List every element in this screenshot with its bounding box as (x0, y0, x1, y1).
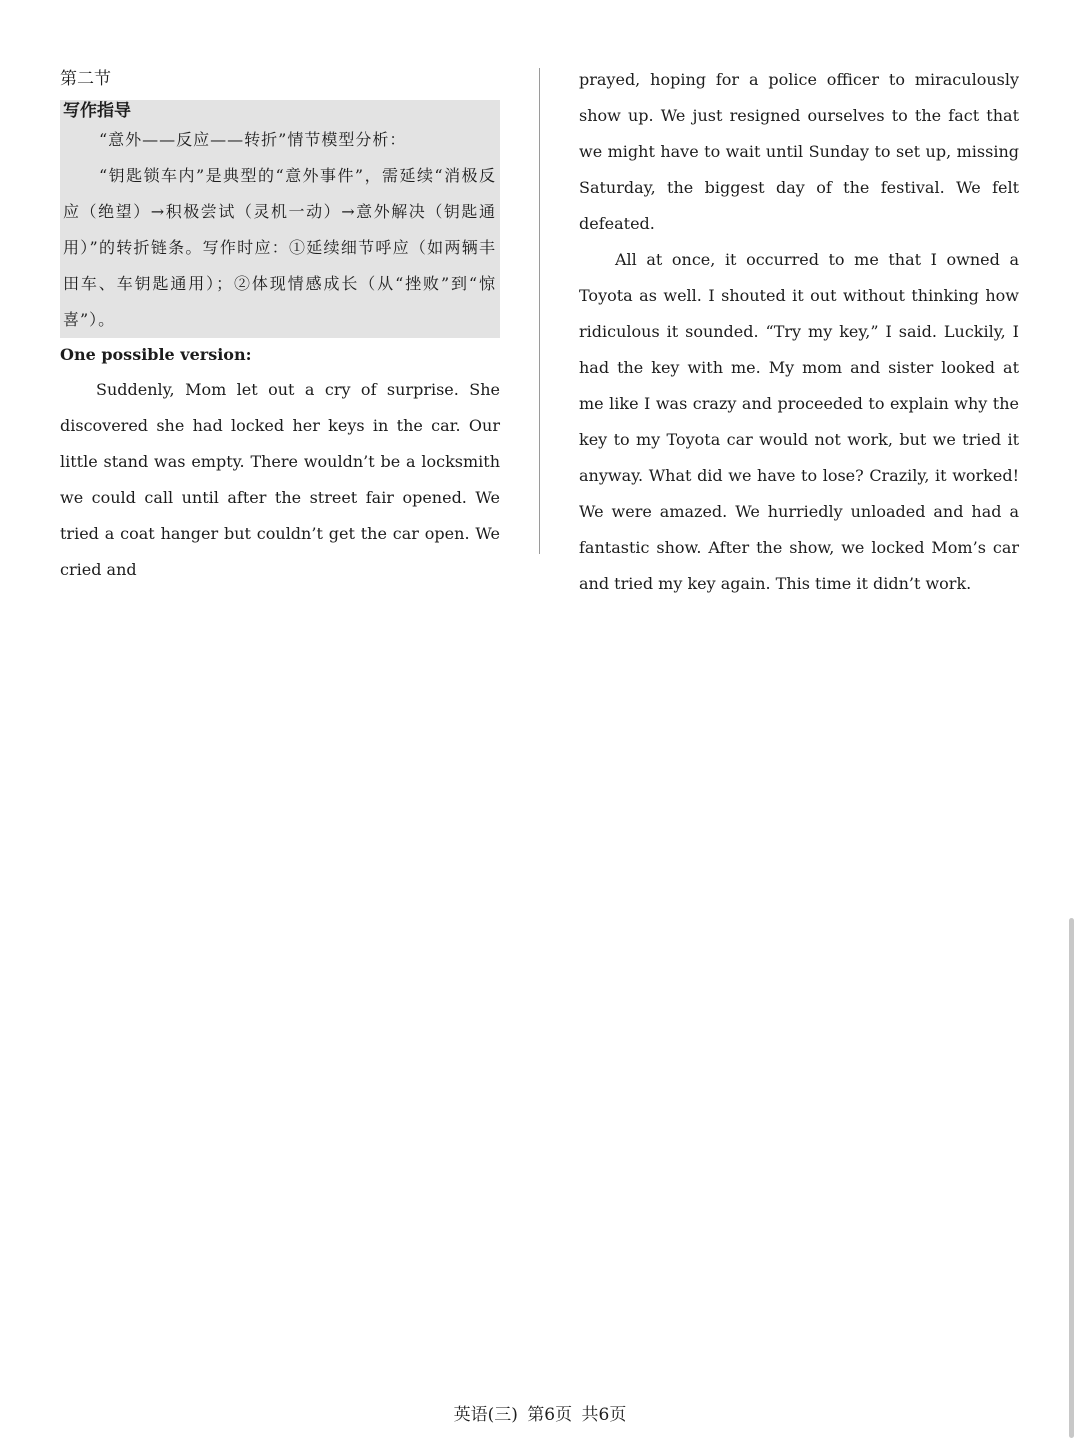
essay-paragraph-2: All at once, it occurred to me that I owned a Toyota as well. I shouted it out without thinking how ridiculous it sounded. “Try my key,” I said. Luckily, I had the key with me. My mom and sister looked at me like I was crazy and proceeded to explain why the key to my Toyota car would not work, but we tried it anyway. What did we have to lose? Crazily, it worked! We were amazed. We hurriedly unloaded and had a fantastic show. After the show, we locked Mom’s car and tried my key again. This time it didn’t work. (579, 250, 1019, 593)
essay-paragraph-1-continued: prayed, hoping for a police officer to miraculously show up. We just resigned ourselves to the fact that we might have to wait until Sunday to set up, missing Saturday, the biggest day of the festival. We felt defeated. (579, 70, 1019, 233)
guide-paragraph-1: “意外——反应——转折”情节模型分析： (99, 130, 407, 149)
writing-guide-box (60, 100, 500, 338)
guide-paragraph-2: “钥匙锁车内”是典型的“意外事件”，需延续“消极反应（绝望）→积极尝试（灵机一动）→意外解决（钥匙通用）”的转折链条。写作时应：①延续细节呼应（如两辆丰田车、车钥匙通用）；②体现情感成长（从“挫败”到“惊喜”）。 (63, 166, 496, 329)
right-column (579, 62, 1019, 602)
guide-heading: 写作指导 (63, 101, 131, 121)
left-column (60, 62, 500, 588)
column-divider (539, 68, 540, 554)
version-label: One possible version: (60, 345, 252, 364)
essay-paragraph-1: Suddenly, Mom let out a cry of surprise. She discovered she had locked her keys in the car. Our little stand was empty. There wouldn’t be a locksmith we could call until after the street fair opened. We tried a coat hanger but couldn’t get the car open. We cried and (60, 380, 500, 579)
section-title: 第二节 (60, 69, 111, 89)
page-footer: 英语(三) 第6页 共6页 (453, 1405, 627, 1425)
scrollbar-thumb[interactable] (1069, 918, 1074, 1438)
